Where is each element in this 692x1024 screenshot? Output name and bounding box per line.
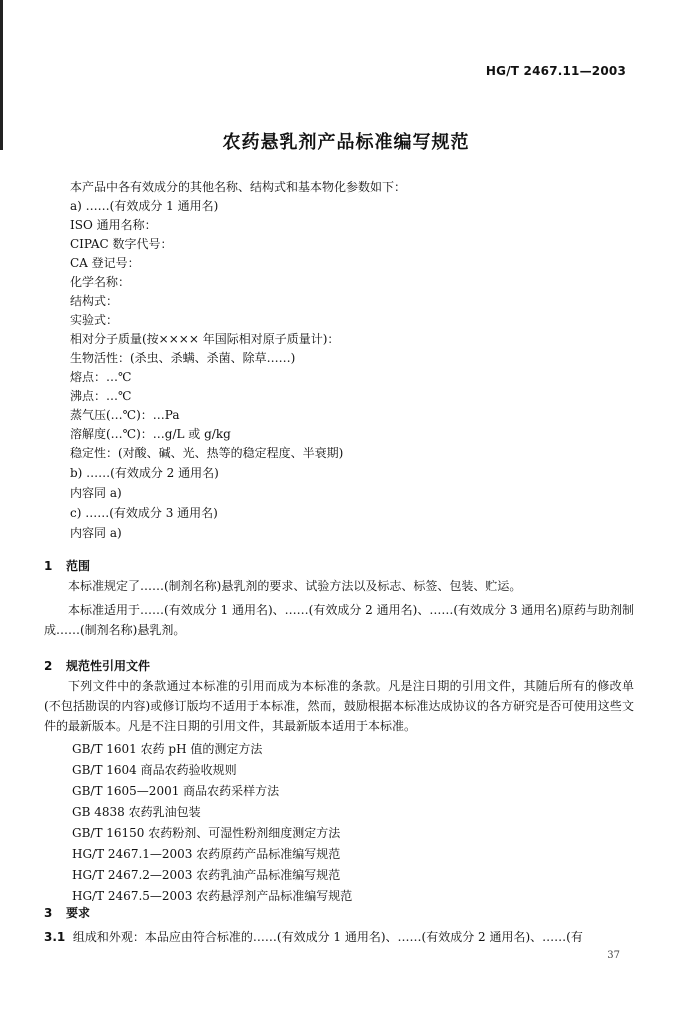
subsection-number: 3.1 <box>44 930 66 944</box>
reference-item: GB/T 1605—2001 商品农药采样方法 <box>72 784 280 798</box>
section-title: 规范性引用文件 <box>66 659 151 673</box>
reference-item: GB 4838 农药乳油包装 <box>72 805 201 819</box>
section-1-paragraph: 本标准适用于……(有效成分 1 通用名)、……(有效成分 2 通用名)、……(有效成分 3 通用名)原药与助剂制成……(制剂名称)悬乳剂。 <box>44 603 634 637</box>
intro-line: 相对分子质量(按×××× 年国际相对原子质量计)： <box>70 332 340 346</box>
section-3-heading <box>44 904 90 921</box>
intro-line: 溶解度(…℃)：…g/L 或 g/kg <box>70 427 231 441</box>
intro-line: ISO 通用名称： <box>70 218 157 232</box>
reference-item: GB/T 1601 农药 pH 值的测定方法 <box>72 742 263 756</box>
section-1-paragraph: 本标准规定了……(制剂名称)悬乳剂的要求、试验方法以及标志、标签、包装、贮运。 <box>68 579 522 593</box>
intro-line: 内容同 a) <box>70 526 122 540</box>
section-number: 2 <box>44 659 53 673</box>
intro-line: 本产品中各有效成分的其他名称、结构式和基本物化参数如下： <box>70 180 407 194</box>
intro-line: 稳定性：(对酸、碱、光、热等的稳定程度、半衰期) <box>70 446 344 460</box>
subsection-text: 组成和外观：本品应由符合标准的……(有效成分 1 通用名)、……(有效成分 2 通用名)、……(有 <box>72 930 583 944</box>
section-3-1-line <box>44 928 583 945</box>
section-1-heading <box>44 557 90 574</box>
document-title: 农药悬乳剂产品标准编写规范 <box>222 132 470 153</box>
reference-item: HG/T 2467.2—2003 农药乳油产品标准编写规范 <box>72 868 341 882</box>
section-2-paragraph: 下列文件中的条款通过本标准的引用而成为本标准的条款。凡是注日期的引用文件，其随后所有的修改单(不包括勘误的内容)或修订版均不适用于本标准，然而，鼓励根据本标准达成协议的各方研究是否可使用这些文件的最新版本。凡是不注日期的引用文件，其最新版本适用于本标准。 <box>44 679 634 733</box>
intro-line: 生物活性：(杀虫、杀螨、杀菌、除草……) <box>70 351 296 365</box>
standard-code-header: HG/T 2467.11—2003 <box>485 64 626 78</box>
normative-references-list <box>72 742 352 910</box>
intro-line: 熔点：…℃ <box>70 370 132 384</box>
intro-line: b) ……(有效成分 2 通用名) <box>70 466 219 480</box>
intro-line: 实验式： <box>70 313 119 327</box>
reference-item: HG/T 2467.5—2003 农药悬浮剂产品标准编写规范 <box>72 889 353 903</box>
reference-item: GB/T 16150 农药粉剂、可湿性粉剂细度测定方法 <box>72 826 341 840</box>
intro-line: 化学名称： <box>70 275 131 289</box>
intro-line: 结构式： <box>70 294 119 308</box>
section-number: 3 <box>44 906 53 920</box>
intro-line: c) ……(有效成分 3 通用名) <box>70 506 218 520</box>
intro-line: CIPAC 数字代号： <box>70 237 173 251</box>
intro-line: a) ……(有效成分 1 通用名) <box>70 199 219 213</box>
section-title: 要求 <box>66 906 91 920</box>
section-title: 范围 <box>66 559 91 573</box>
reference-item: GB/T 1604 商品农药验收规则 <box>72 763 237 777</box>
page-number: 37 <box>607 950 620 961</box>
intro-line: 蒸气压(…℃)：…Pa <box>70 408 180 422</box>
reference-item: HG/T 2467.1—2003 农药原药产品标准编写规范 <box>72 847 341 861</box>
intro-line: 沸点：…℃ <box>70 389 132 403</box>
intro-line: CA 登记号： <box>70 256 140 270</box>
section-number: 1 <box>44 559 53 573</box>
section-2-heading <box>44 657 150 674</box>
intro-line: 内容同 a) <box>70 486 122 500</box>
